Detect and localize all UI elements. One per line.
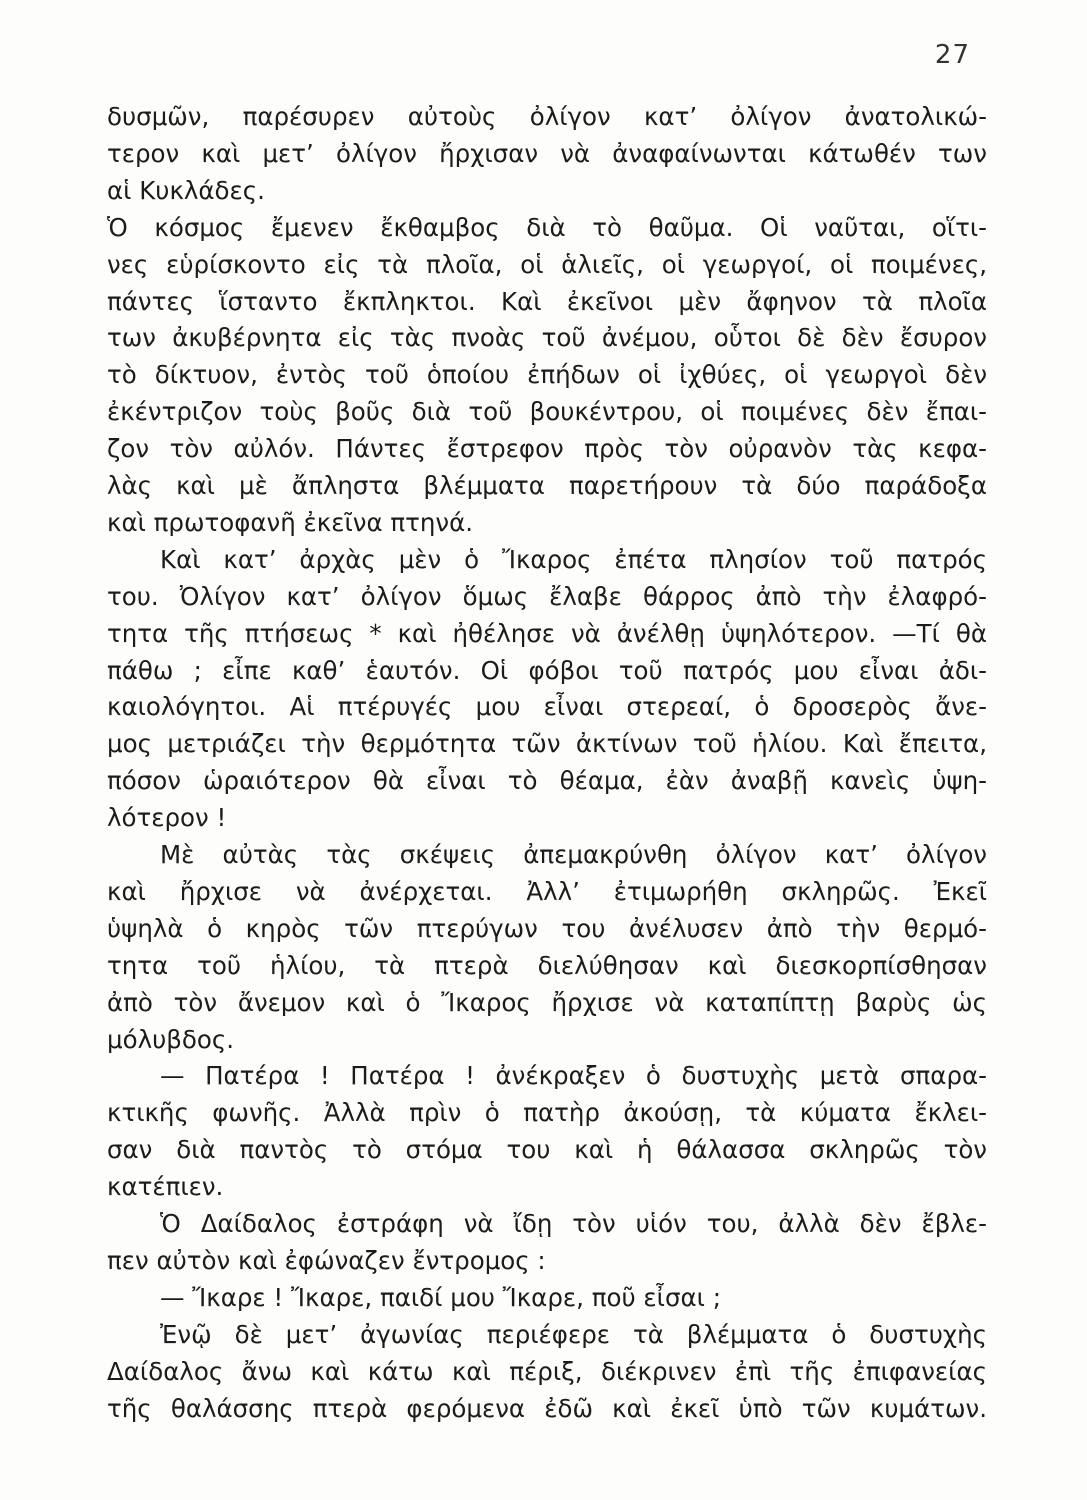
text-line: τὸ δίκτυον, ἐντὸς τοῦ ὁποίου ἐπήδων οἱ ἰχθύες, οἱ γεωργοὶ δὲν <box>107 360 987 390</box>
text-line: κατέπιεν. <box>107 1172 224 1202</box>
text-line: πάθω ; εἶπε καθ’ ἑαυτόν. Οἱ φόβοι τοῦ πατρός μου εἶναι ἀδι- <box>107 655 987 685</box>
text-line: αἱ Κυκλάδες. <box>107 175 265 205</box>
text-line: σαν διὰ παντὸς τὸ στόμα του καὶ ἡ θάλασσα σκληρῶς τὸν <box>107 1135 987 1165</box>
text-line: του. Ὀλίγον κατ’ ὀλίγον ὅμως ἔλαβε θάρρος ἀπὸ τὴν ἐλαφρό- <box>107 581 987 611</box>
text-line: καὶ πρωτοφανῆ ἐκεῖνα πτηνά. <box>107 507 474 537</box>
text-line: τῆς θαλάσσης πτερὰ φερόμενα ἐδῶ καὶ ἐκεῖ ὑπὸ τῶν κυμάτων. <box>107 1393 987 1423</box>
text-line: πεν αὐτὸν καὶ ἐφώναζεν ἔντρομος : <box>107 1245 546 1275</box>
text-line: Δαίδαλος ἄνω καὶ κάτω καὶ πέριξ, διέκρινεν ἐπὶ τῆς ἐπιφανείας <box>107 1356 987 1386</box>
text-line: λὰς καὶ μὲ ἄπληστα βλέμματα παρετήρουν τὰ δύο παράδοξα <box>107 471 987 500</box>
text-line: κτικῆς φωνῆς. Ἀλλὰ πρὶν ὁ πατὴρ ἀκούσῃ, τὰ κύματα ἔκλει- <box>107 1098 987 1128</box>
text-line: πόσον ὡραιότερον θὰ εἶναι τὸ θέαμα, ἐὰν ἀναβῇ κανεὶς ὑψη- <box>107 766 987 796</box>
text-line: ἀπὸ τὸν ἄνεμον καὶ ὁ Ἴκαρος ἤρχισε νὰ καταπίπτῃ βαρὺς ὡς <box>107 987 987 1017</box>
text-line: καὶ ἤρχισε νὰ ἀνέρχεται. Ἀλλ’ ἐτιμωρήθη σκληρῶς. Ἐκεῖ <box>107 876 987 906</box>
text-line: ὑψηλὰ ὁ κηρὸς τῶν πτερύγων του ἀνέλυσεν ἀπὸ τὴν θερμό- <box>107 913 987 943</box>
text-line: λότερον ! <box>107 803 227 833</box>
page-number: 27 <box>934 40 970 70</box>
text-line: ζον τὸν αὐλόν. Πάντες ἔστρεφον πρὸς τὸν οὐρανὸν τὰς κεφα- <box>107 434 987 464</box>
text-line: των ἀκυβέρνητα εἰς τὰς πνοὰς τοῦ ἀνέμου, οὗτοι δὲ δὲν ἔσυρον <box>107 323 987 353</box>
text-line: πάντες ἵσταντο ἔκπληκτοι. Καὶ ἐκεῖνοι μὲν ἄφηνον τὰ πλοῖα <box>107 286 987 316</box>
text-line: Ὁ Δαίδαλος ἐστράφη νὰ ἴδῃ τὸν υἱόν του, ἀλλὰ δὲν ἔβλε- <box>160 1209 987 1238</box>
text-line: μος μετριάζει τὴν θερμότητα τῶν ἀκτίνων τοῦ ἡλίου. Καὶ ἔπειτα, <box>107 729 987 759</box>
text-line: — Ἴκαρε ! Ἴκαρε, παιδί μου Ἴκαρε, ποῦ εἶσαι ; <box>160 1282 721 1312</box>
text-line: τητα τῆς πτήσεως * καὶ ἠθέλησε νὰ ἀνέλθῃ ὑψηλότερον. —Τί θὰ <box>107 618 987 648</box>
text-line: καιολόγητοι. Αἱ πτέρυγές μου εἶναι στερεαί, ὁ δροσερὸς ἄνε- <box>107 692 987 722</box>
text-line: δυσμῶν, παρέσυρεν αὐτοὺς ὀλίγον κατ’ ὀλίγον ἀνατολικώ- <box>107 102 987 131</box>
text-line: Ὁ κόσμος ἔμενεν ἔκθαμβος διὰ τὸ θαῦμα. Οἱ ναῦται, οἵτι- <box>107 212 987 242</box>
text-line: τερον καὶ μετ’ ὀλίγον ἤρχισαν νὰ ἀναφαίνωνται κάτωθέν των <box>107 138 987 168</box>
text-line: νες εὑρίσκοντο εἰς τὰ πλοῖα, οἱ ἁλιεῖς, οἱ γεωργοί, οἱ ποιμένες, <box>107 249 987 279</box>
text-line: Μὲ αὐτὰς τὰς σκέψεις ἀπεμακρύνθη ὀλίγον κατ’ ὀλίγον <box>160 840 987 869</box>
text-line: Ἐνῷ δὲ μετ’ ἀγωνίας περιέφερε τὰ βλέμματα ὁ δυστυχὴς <box>160 1319 987 1349</box>
text-line: μόλυβδος. <box>107 1024 235 1054</box>
text-line: — Πατέρα ! Πατέρα ! ἀνέκραξεν ὁ δυστυχὴς μετὰ σπαρα- <box>160 1061 987 1091</box>
text-line: Καὶ κατ’ ἀρχὰς μὲν ὁ Ἴκαρος ἐπέτα πλησίον τοῦ πατρός <box>160 544 987 574</box>
text-line: ἐκέντριζον τοὺς βοῦς διὰ τοῦ βουκέντρου, οἱ ποιμένες δὲν ἔπαι- <box>107 397 987 427</box>
text-line: τητα τοῦ ἡλίου, τὰ πτερὰ διελύθησαν καὶ διεσκορπίσθησαν <box>107 950 987 980</box>
